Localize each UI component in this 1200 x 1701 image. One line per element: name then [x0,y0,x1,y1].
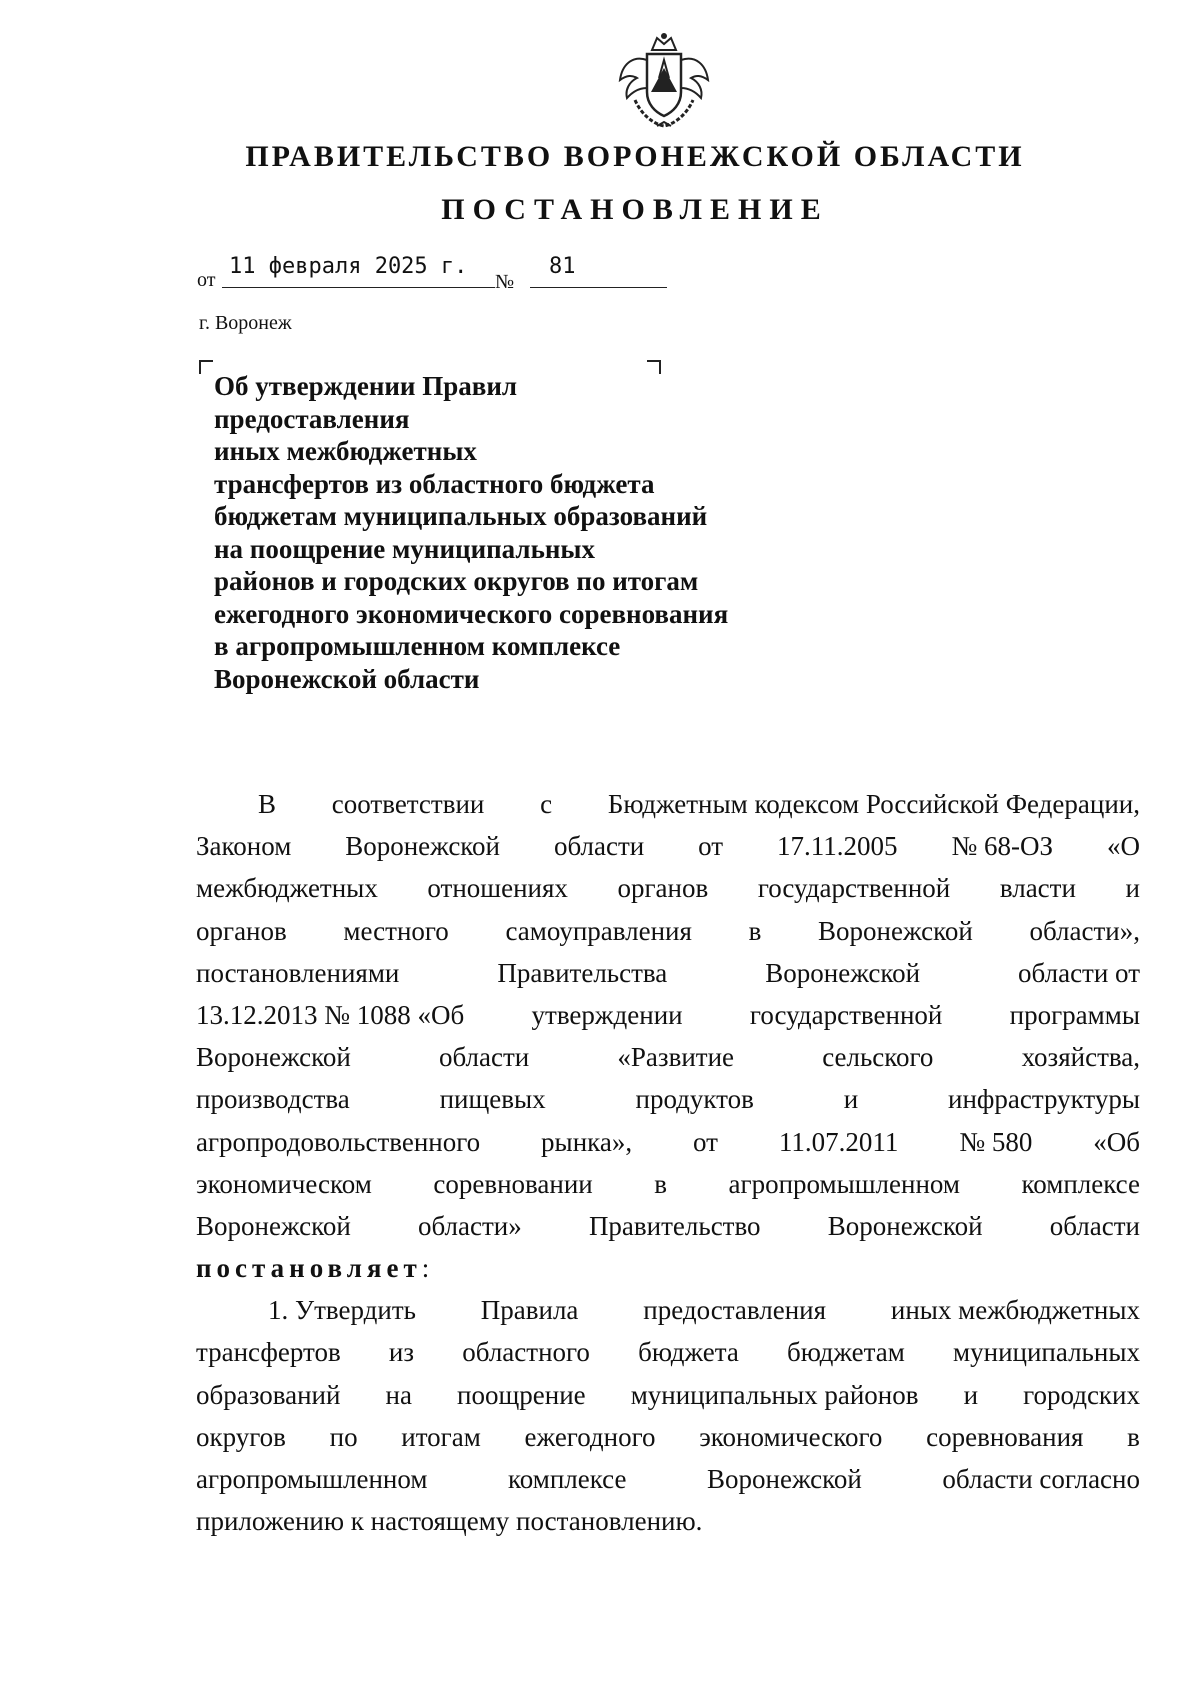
text-line [196,1121,1140,1163]
text-word: органов [196,915,287,946]
text-word: ежегодного [524,1421,656,1452]
text-word: межбюджетных [196,873,378,904]
decree-colon: : [421,1253,430,1284]
text-word: Правила [480,1295,579,1326]
text-word: области», [1029,915,1140,946]
text-word: соответствии [331,789,485,819]
text-word: области от [1018,957,1140,988]
text-word: с [540,789,553,819]
text-word: и [963,1379,979,1410]
text-word: агропродовольственного [196,1126,481,1157]
text-word: городских [1023,1379,1140,1410]
date-underline [222,287,495,288]
date-prefix: от [197,269,216,291]
text-word: инфраструктуры [948,1084,1140,1115]
text-word: экономическом [196,1168,372,1199]
text-word: «О [1106,831,1140,862]
text-word: муниципальных районов [630,1379,919,1410]
number-prefix: № [495,271,515,293]
text-word: и [843,1084,859,1115]
document-number: 81 [549,254,576,279]
text-word: в [654,1168,668,1199]
organization-title: ПРАВИТЕЛЬСТВО ВОРОНЕЖСКОЙ ОБЛАСТИ [245,140,1025,173]
text-word: области» [417,1210,522,1241]
text-word: государственной [757,873,951,904]
text-word: 11.07.2011 [778,1126,899,1157]
text-word: самоуправления [505,915,692,946]
text-word: местного [343,915,449,946]
text-word: трансфертов [196,1337,341,1368]
text-word: Правительство [588,1210,761,1241]
subject-line: Воронежской области [214,663,480,694]
text-word: В [258,789,277,819]
text-word: Воронежской [827,1210,983,1241]
text-word: итогам [401,1421,481,1452]
text-word: Воронежской [196,1042,351,1073]
text-word: иных межбюджетных [890,1295,1140,1326]
text-word: Воронежской [818,915,973,946]
text-word: государственной [749,999,943,1030]
text-word: комплексе [508,1464,627,1494]
text-line [196,1078,1140,1120]
subject-line: бюджетам муниципальных образований [214,501,708,531]
subject-line: трансфертов из областного бюджета [214,468,655,499]
text-word: экономического [699,1421,883,1452]
text-word: бюджета [638,1337,739,1368]
text-word: постановлениями [196,957,400,988]
text-line [196,994,1140,1036]
text-word: органов [617,873,709,904]
preamble-paragraph [196,783,1140,1247]
text-word: по [329,1421,358,1452]
text-word: 17.11.2005 [777,831,898,862]
text-word: 13.12.2013 № 1088 «Об [196,999,465,1030]
text-word: сельского [822,1042,934,1073]
text-word: агропромышленном [728,1168,960,1199]
text-word: в [748,915,762,946]
text-word: в [1127,1421,1140,1452]
text-word: области [553,831,645,862]
text-word: «Об [1093,1126,1140,1157]
subject-line: предоставления [214,403,410,434]
text-line [196,1331,1140,1373]
subject-line: ежегодного экономического соревнования [214,598,729,629]
text-word: Воронежской [345,831,501,862]
text-word: Воронежской [707,1464,862,1494]
document-date: 11 февраля 2025 г. [229,254,468,279]
text-word: Воронежской [765,957,921,988]
text-word: от [693,1126,718,1157]
text-word: пищевых [439,1084,546,1115]
document-subject [214,370,814,695]
decree-line [196,1247,1140,1289]
text-word: бюджетам [787,1337,905,1368]
text-word: на [385,1379,412,1410]
text-word: хозяйства, [1021,1042,1140,1073]
text-word: образований [196,1379,341,1410]
text-word: поощрение [457,1379,586,1410]
text-word: агропромышленном [196,1464,428,1494]
text-line [196,910,1140,952]
text-word: области согласно [942,1464,1140,1494]
subject-line: районов и городских округов по итогам [214,566,699,596]
text-word: утверждении [531,999,683,1030]
text-word: комплексе [1021,1168,1140,1199]
text-word: округов [196,1421,286,1452]
text-line [196,1205,1140,1247]
text-word: производства [196,1084,350,1115]
text-word: области [1049,1210,1140,1241]
text-line [196,825,1140,867]
subject-line: на поощрение муниципальных [214,533,595,564]
text-word: и [1125,873,1140,904]
text-word: областного [462,1337,590,1368]
subject-line: иных межбюджетных [214,436,477,466]
text-word: Законом [196,831,292,862]
text-word: предоставления [643,1295,827,1326]
text-word: от [698,831,724,862]
subject-line: в агропромышленном комплексе [214,631,621,661]
subject-line: Об утверждении Правил [214,371,518,401]
text-line [196,1500,1140,1542]
text-word: № 580 [959,1126,1033,1157]
text-line [196,952,1140,994]
text-line [196,1458,1140,1500]
corner-bracket-left [199,360,213,374]
text-word: области [438,1042,530,1073]
point-1-paragraph [196,1289,1140,1542]
text-word: муниципальных [953,1337,1140,1368]
document-body [196,783,1140,1542]
text-line [196,783,1140,825]
text-word: 1. Утвердить [268,1295,416,1326]
city: г. Воронеж [199,312,292,334]
text-word: «Развитие [617,1042,735,1073]
decree-word: постановляет [196,1253,422,1284]
text-line [196,1374,1140,1416]
text-word: Воронежской [196,1210,351,1241]
text-word: соревнования [926,1421,1084,1452]
number-underline [530,287,667,288]
text-word: приложению к настоящему постановлению. [196,1506,703,1537]
text-line [196,867,1140,909]
text-word: № 68-ОЗ [951,831,1054,862]
text-word: Бюджетным кодексом Российской Федерации, [607,789,1140,819]
text-word: программы [1009,999,1140,1030]
text-line [196,1163,1140,1205]
text-word: отношениях [427,873,568,904]
text-line [196,1289,1140,1331]
document-type: ПОСТАНОВЛЕНИЕ [441,193,829,226]
text-word: власти [999,873,1076,904]
text-line [196,1416,1140,1458]
text-word: соревновании [433,1168,593,1199]
date-number-line [197,254,667,294]
text-word: рынка», [541,1126,633,1157]
coat-of-arms-icon [617,30,711,130]
text-word: продуктов [635,1084,754,1115]
text-word: из [388,1337,415,1368]
text-line [196,1036,1140,1078]
text-word: Правительства [497,957,668,988]
